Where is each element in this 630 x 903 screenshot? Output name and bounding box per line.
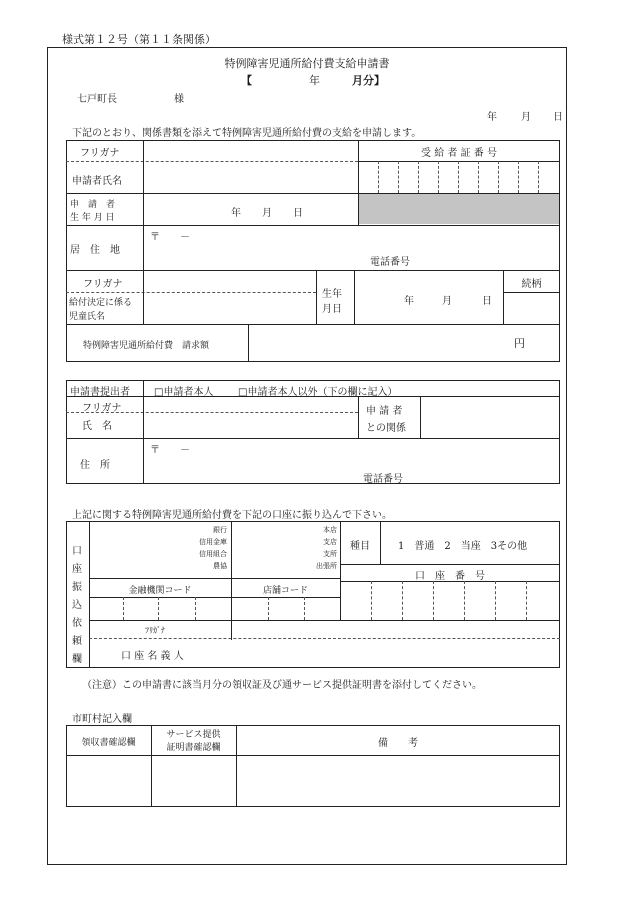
child-furigana-field[interactable] bbox=[146, 272, 314, 290]
date-day: 日 bbox=[553, 112, 563, 123]
notice-text: （注意）この申請書に該当月分の領収証及び通サービス提供証明書を添付してください。 bbox=[82, 680, 482, 691]
municipality-section-label: 市町村記入欄 bbox=[72, 714, 132, 725]
submitter-relation-label-1: 申 請 者 bbox=[366, 406, 403, 417]
applicant-name-label: 申請者氏名 bbox=[72, 176, 122, 187]
applicant-birth-label-2: 生 年 月 日 bbox=[70, 213, 115, 223]
branch-type-office: 出張所 bbox=[316, 562, 337, 570]
child-birth-label-2: 月日 bbox=[322, 304, 342, 315]
branch-type-main: 本店 bbox=[323, 526, 337, 534]
cert-number-field[interactable] bbox=[359, 162, 559, 192]
submitter-postal-mark: 〒 － bbox=[150, 445, 190, 456]
branch-code-label: 店舗コード bbox=[262, 586, 308, 596]
submitter-name-field[interactable] bbox=[146, 414, 354, 436]
transfer-text: 上記に関する特例障害児通所給付費を下記の口座に振り込んで下さい。 bbox=[72, 510, 392, 521]
bank-side-label-5: 頼 bbox=[72, 636, 82, 647]
remarks-label: 備 考 bbox=[378, 738, 418, 749]
bank-code-field[interactable] bbox=[91, 599, 229, 618]
institution-type-kumiai: 信用組合 bbox=[199, 550, 227, 558]
submitter-name-label: 氏 名 bbox=[82, 421, 112, 432]
submitter-address-label: 住 所 bbox=[80, 460, 110, 471]
account-number-field[interactable] bbox=[342, 583, 558, 618]
branch-name-field[interactable] bbox=[233, 523, 293, 576]
bank-side-label-4: 依 bbox=[72, 618, 82, 629]
submitter-address-field[interactable] bbox=[146, 440, 556, 482]
account-number-label: 口 座 番 号 bbox=[415, 571, 485, 582]
applicant-birth-day: 日 bbox=[293, 208, 303, 219]
submitter-option-self[interactable]: □申請者本人 bbox=[154, 387, 214, 398]
child-name-field[interactable] bbox=[146, 294, 314, 322]
account-holder-field[interactable] bbox=[233, 640, 558, 666]
bank-side-label-3: 込 bbox=[72, 600, 82, 611]
claim-amount-field[interactable] bbox=[251, 327, 509, 359]
relation-label: 続柄 bbox=[521, 279, 542, 290]
child-furigana-label: フリガナ bbox=[83, 279, 123, 290]
submitter-label: 申請書提出者 bbox=[70, 387, 130, 398]
account-type-options[interactable]: 1 普通 2 当座 3その他 bbox=[398, 541, 528, 552]
applicant-name-field[interactable] bbox=[146, 164, 354, 191]
receipt-check-field[interactable] bbox=[68, 757, 149, 805]
child-birth-label-1: 生年 bbox=[322, 289, 342, 300]
period-year: 年 bbox=[309, 74, 320, 87]
intro-text: 下記のとおり、関係書類を添えて特例障害児通所給付費の支給を申請します。 bbox=[72, 128, 422, 139]
applicant-postal-mark: 〒 － bbox=[150, 232, 190, 243]
child-birth-day: 日 bbox=[482, 296, 492, 307]
address-label: 居 住 地 bbox=[70, 245, 120, 256]
submitter-relation-label-2: との関係 bbox=[366, 423, 406, 434]
addressee-mayor: 七戸町長 bbox=[77, 94, 117, 105]
applicant-furigana-label: フリガナ bbox=[80, 148, 120, 159]
bank-side-label-2: 振 bbox=[72, 582, 82, 593]
institution-type-shinkin: 信用金庫 bbox=[199, 538, 227, 546]
bank-side-label-1: 座 bbox=[72, 564, 82, 575]
submitter-option-other[interactable]: □申請者本人以外（下の欄に記入） bbox=[238, 387, 398, 398]
applicant-birth-label-1: 申 請 者 bbox=[70, 200, 116, 210]
claim-unit: 円 bbox=[514, 337, 525, 350]
applicant-birthdate-field[interactable] bbox=[146, 196, 354, 223]
institution-type-nokyo: 農協 bbox=[213, 562, 227, 570]
branch-type-sub: 支所 bbox=[323, 550, 337, 558]
date-year: 年 bbox=[487, 112, 497, 123]
cert-number-label: 受 給 者 証 番 号 bbox=[421, 148, 497, 159]
account-type-label: 種目 bbox=[350, 541, 370, 552]
service-check-label-2: 証明書確認欄 bbox=[166, 743, 221, 753]
child-birthdate-field[interactable] bbox=[356, 272, 501, 322]
service-check-label-1: サービス提供 bbox=[166, 730, 221, 740]
submitter-relation-field[interactable] bbox=[422, 398, 558, 436]
submitter-furigana-label: フリガナ bbox=[82, 403, 122, 414]
applicant-birth-month: 月 bbox=[262, 208, 272, 219]
child-birth-year: 年 bbox=[404, 296, 414, 307]
submitter-furigana-field[interactable] bbox=[146, 398, 354, 410]
receipt-check-label: 領収書確認欄 bbox=[81, 738, 136, 748]
branch-code-field[interactable] bbox=[233, 599, 338, 618]
claim-label: 特例障害児通所給付費 請求額 bbox=[83, 341, 210, 351]
service-check-field[interactable] bbox=[153, 757, 234, 805]
bank-side-label-0: 口 bbox=[72, 546, 82, 557]
child-name-label-2: 児童氏名 bbox=[69, 312, 106, 322]
bank-name-field[interactable] bbox=[91, 523, 171, 576]
holder-furigana-label: ﾌﾘｶﾞﾅ bbox=[145, 626, 165, 635]
addressee-honorific: 様 bbox=[174, 94, 184, 105]
form-number: 様式第１２号（第１１条関係） bbox=[62, 33, 216, 46]
branch-type-branch: 支店 bbox=[323, 538, 337, 546]
child-birth-month: 月 bbox=[442, 296, 452, 307]
applicant-address-field[interactable] bbox=[146, 227, 556, 268]
date-month: 月 bbox=[521, 112, 531, 123]
period-month: 月分】 bbox=[352, 74, 385, 87]
bank-code-label: 金融機関コード bbox=[128, 586, 192, 596]
applicant-phone-label: 電話番号 bbox=[370, 257, 410, 268]
applicant-furigana-field[interactable] bbox=[146, 143, 354, 159]
applicant-birth-year: 年 bbox=[231, 208, 241, 219]
bank-side-label-6: 欄 bbox=[72, 654, 82, 665]
period-bracket: 【 bbox=[241, 74, 252, 87]
institution-type-bank: 銀行 bbox=[213, 526, 227, 534]
holder-furigana-field[interactable] bbox=[233, 622, 558, 636]
form-title: 特例障害児通所給付費支給申請書 bbox=[224, 57, 390, 70]
child-name-label-1: 給付決定に係る bbox=[69, 298, 133, 308]
remarks-field[interactable] bbox=[238, 757, 558, 805]
account-holder-label: 口 座 名 義 人 bbox=[121, 651, 184, 662]
submitter-phone-label: 電話番号 bbox=[363, 474, 403, 485]
child-relation-field[interactable] bbox=[505, 294, 558, 322]
